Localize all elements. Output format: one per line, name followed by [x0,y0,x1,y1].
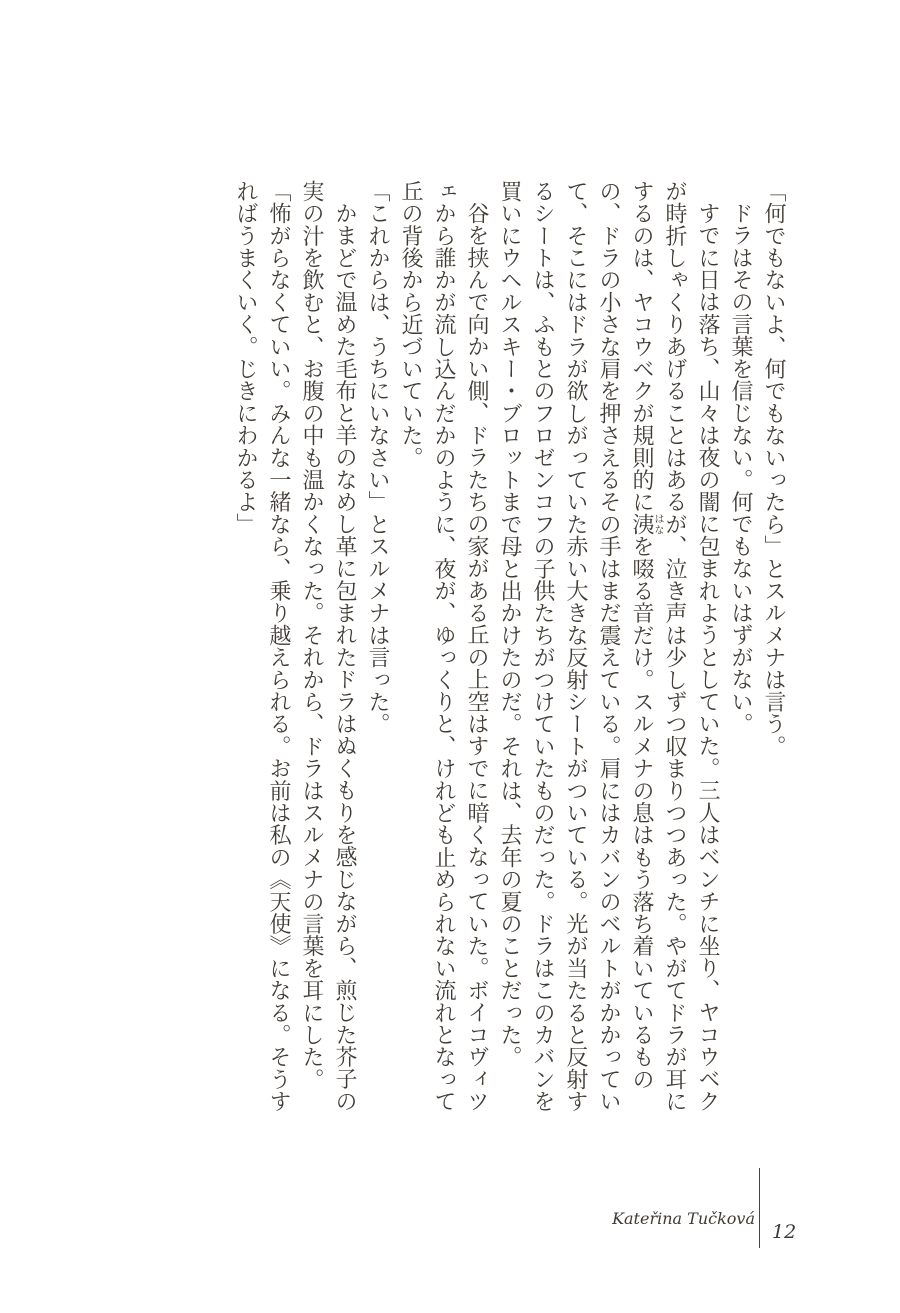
author-name: Kateřina Tučková [612,1209,755,1228]
body-paragraph: かまどで温めた毛布と羊のなめし革に包まれたドラはぬくもりを感じながら、煎じた芥子の実の汁を飲むと、お腹の中も温かくなった。それから、ドラはスルメナの言葉を耳にした。 [299,180,357,1113]
body-paragraph: 「これからは、うちにいなさい」とスルメナは言った。 [365,180,390,735]
body-paragraph: 「怖がらなくていい。みんな一緒なら、乗り越えられる。お前は私の《天使》になる。そうすればうまくいく。じきにわかるよ」 [233,180,291,1113]
page-number: 12 [772,1221,797,1243]
furigana-ruby: 洟はな [629,513,663,536]
body-paragraph: 谷を挟んで向かい側、ドラたちの家がある丘の上空はすでに暗くなっていた。ボイコヴィツェから誰かが流し込んだかのように、夜が、ゆっくりと、けれども止められない流れとなって丘の背後から近づいていた。 [398,180,489,1113]
body-text [229,180,790,1120]
body-paragraph: 「何でもないよ、何でもないったら」とスルメナは言う。 [761,180,786,758]
footer-divider [759,1168,760,1248]
body-paragraph: すでに日は落ち、山々は夜の闇に包まれようとしていた。三人はベンチに坐り、ヤコウベクが時折しゃくりあげることはあるが、泣き声は少しずつ収まりつつあった。やがてドラが耳にするのは、ヤコウベクが規則的に洟はなを啜る音だけ。スルメナの息はもう落ち着いているものの、ドラの小さな肩を押さえるその手はまだ震えている。肩にはカバンのベルトがかかっていて、そこにはドラが欲しがっていた赤い大きな反射シートがついている。光が当たると反射するシートは、ふもとのフロゼンコフの子供たちがつけていたものだった。ドラはこのカバンを買いにウヘルスキー・ブロットまで母と出かけたのだ。それは、去年の夏のことだった。 [497,180,720,1113]
body-paragraph: ドラはその言葉を信じない。何でもないはずがない。 [728,202,753,735]
